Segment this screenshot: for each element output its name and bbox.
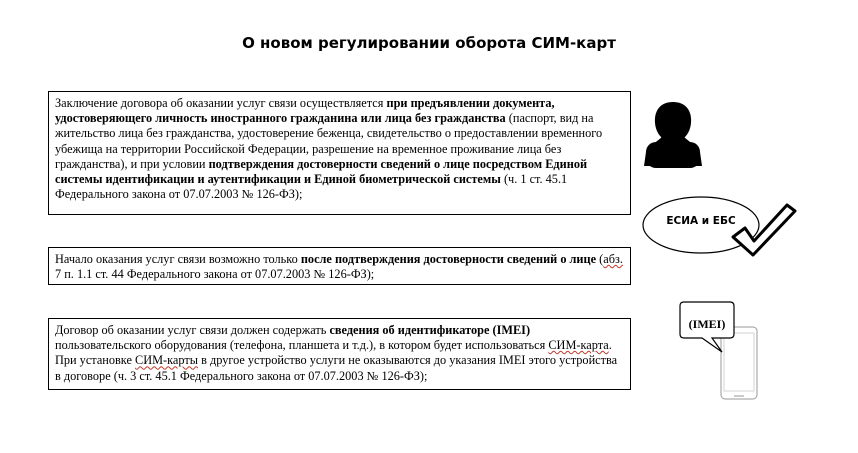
box2-text-3: 7 п. 1.1 ст. 44 Федерального закона от 07.07.2003 № 126-ФЗ); (55, 267, 375, 282)
box1-text-3: (ч. 1 ст. 45.1 Федерального закона от 07.07.2003 № 126-ФЗ); (55, 172, 568, 202)
box1-text-2: (паспорт, вид на жительство лица без гражданства, удостоверение беженца, свидетельство о предоставлении временного убежища на территории Российской Федерации, разрешение на временное проживание лица без гражданства), и при условии (55, 111, 603, 171)
box3-underlined-1: СИМ-карта (548, 338, 609, 353)
box2-bold-1: после подтверждения достоверности сведений о лице (300, 252, 597, 266)
box3-text-2: пользовательского оборудования (телефона, планшета и т.д.), в котором будет использоваться (55, 338, 549, 353)
box3-text-3: . При установке (55, 338, 612, 368)
box2-text-1: Начало оказания услуг связи возможно только (55, 252, 301, 266)
text-box-service-start (48, 247, 631, 285)
check-icon (641, 191, 801, 265)
box2-text-2: ( (596, 252, 604, 266)
box2-underlined-1: абз. (603, 252, 623, 266)
box3-text-1: Договор об оказании услуг связи должен содержать (55, 323, 330, 337)
box1-text-1: Заключение договора об оказании услуг связи осуществляется (55, 96, 387, 110)
box1-bold-2: подтверждения достоверности сведений о лице посредством Единой системы идентификации и аутентификации и Единой биометрической системы (55, 156, 588, 187)
text-box-identity-document (48, 91, 631, 215)
phone-icon (672, 300, 762, 406)
box1-bold-1: при предъявлении документа, удостоверяющего личность иностранного гражданина или лица без гражданства (55, 96, 555, 126)
esia-ebs-label: ЕСИА и ЕБС (666, 215, 736, 227)
box3-text-4: в другое устройство услуги не оказываются до указания IMEI этого устройства в договоре (ч. 3 ст. 45.1 Федерального закона от 07.07.2003 № 126-ФЗ); (55, 353, 618, 383)
person-icon (640, 98, 706, 170)
box3-bold-1: сведения об идентификаторе (IMEI) (329, 323, 531, 337)
page-title: О новом регулировании оборота СИМ-карт (242, 34, 616, 52)
imei-label: (IMEI) (688, 317, 726, 331)
box3-underlined-2: СИМ-карты (135, 353, 198, 368)
text-box-imei (48, 318, 631, 390)
